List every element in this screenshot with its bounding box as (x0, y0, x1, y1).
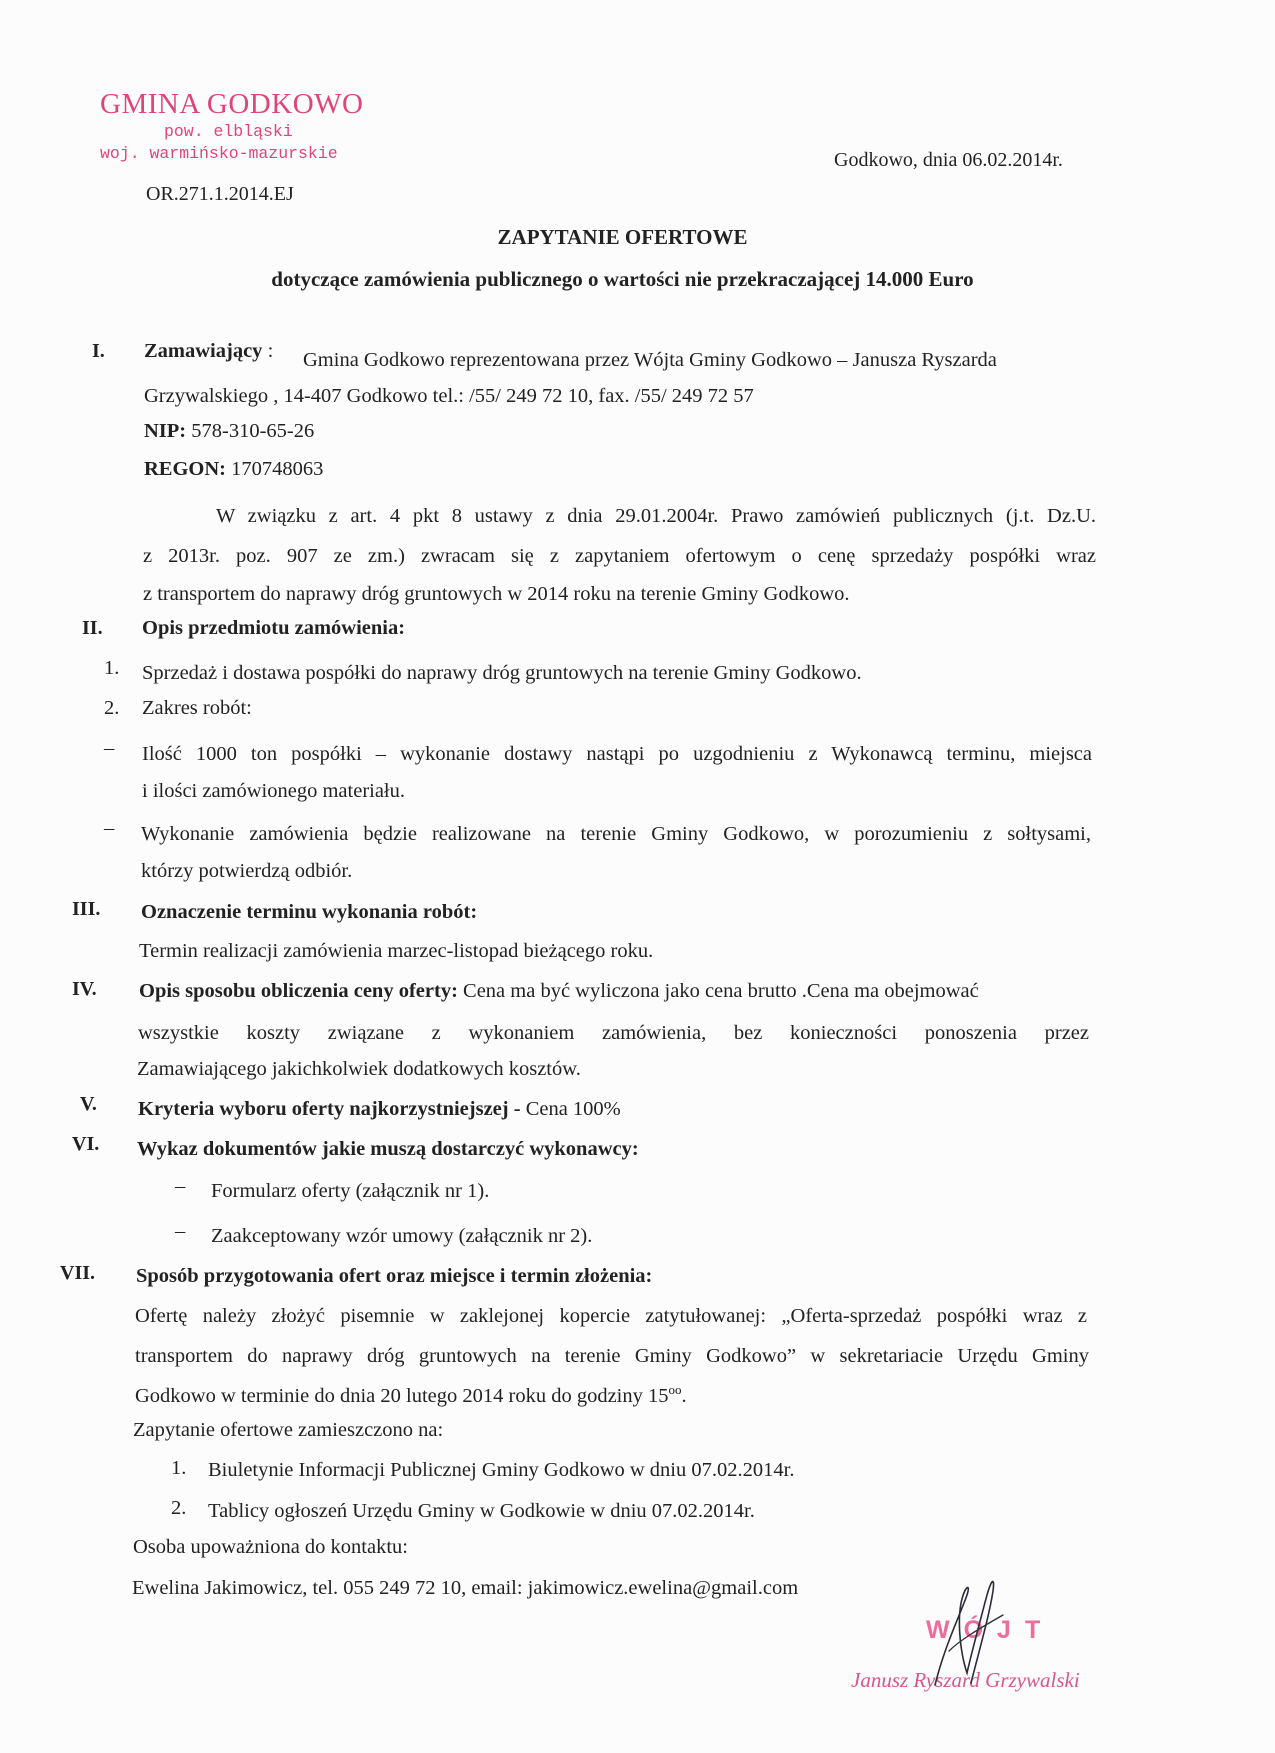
regon-line (144, 458, 323, 481)
section-1-text-1: Gmina Godkowo reprezentowana przez Wójta Gminy Godkowo – Janusza Ryszarda (303, 349, 997, 371)
deadline-superscript: oo (668, 1382, 682, 1397)
section-6-heading: Wykaz dokumentów jakie muszą dostarczyć wykonawcy: (137, 1138, 639, 1160)
office-stamp-province: woj. warmińsko-mazurskie (100, 144, 338, 163)
section-6-item-2-dash: – (175, 1220, 186, 1242)
section-2-bullet-1-line-2: i ilości zamówionego materiału. (142, 780, 406, 802)
section-4-line-1 (139, 980, 979, 1003)
section-7-paragraph-line-2: transportem do naprawy dróg gruntowych na terenie Gminy Godkowo” w sekretariacie Urzędu Gminy (135, 1345, 1089, 1367)
section-1-paragraph-line-2: z 2013r. poz. 907 ze zm.) zwracam się z zapytaniem ofertowym o cenę sprzedaży pospółki wraz (143, 545, 1096, 567)
deadline-period: . (681, 1384, 687, 1407)
section-6-item-2: Zaakceptowany wzór umowy (załącznik nr 2). (211, 1225, 593, 1247)
posted-item-1-number: 1. (171, 1457, 187, 1479)
section-6-item-1: Formularz oferty (załącznik nr 1). (211, 1180, 490, 1202)
section-4-number: IV. (72, 978, 97, 1000)
handwritten-signature (905, 1555, 1035, 1695)
section-5-number: V. (80, 1093, 97, 1115)
section-6-item-1-dash: – (175, 1175, 186, 1197)
section-5-text: Cena 100% (520, 1098, 621, 1120)
section-4-line-3: Zamawiającego jakichkolwiek dodatkowych kosztów. (137, 1058, 581, 1080)
reference-number: OR.271.1.2014.EJ (146, 183, 294, 205)
section-2-item-1: Sprzedaż i dostawa pospółki do naprawy dróg gruntowych na terenie Gminy Godkowo. (142, 662, 862, 684)
nip-label: NIP: (144, 420, 187, 442)
nip-value: 578-310-65-26 (186, 420, 315, 442)
section-2-heading: Opis przedmiotu zamówienia: (142, 617, 406, 639)
section-7-heading: Sposób przygotowania ofert oraz miejsce i termin złożenia: (136, 1265, 653, 1287)
section-2-bullet-1-dash: – (104, 737, 115, 759)
section-2-bullet-1-line-1: Ilość 1000 ton pospółki – wykonanie dostawy nastąpi po uzgodnieniu z Wykonawcą terminu, miejsca (142, 743, 1092, 765)
contact-label: Osoba upoważniona do kontaktu: (133, 1536, 408, 1558)
section-1-paragraph-line-1: W związku z art. 4 pkt 8 ustawy z dnia 29.01.2004r. Prawo zamówień publicznych (j.t. Dz.U. (216, 505, 1096, 527)
section-5-line (138, 1098, 621, 1121)
section-1-label: Zamawiający (144, 340, 263, 362)
posted-item-2-number: 2. (171, 1497, 187, 1519)
office-stamp-name: GMINA GODKOWO (100, 88, 364, 120)
deadline-text: Godkowo w terminie do dnia 20 lutego 2014 roku do godziny 15 (135, 1384, 669, 1407)
section-3-text: Termin realizacji zamówienia marzec-listopad bieżącego roku. (139, 940, 654, 962)
section-4-line-2: wszystkie koszty związane z wykonaniem zamówienia, bez konieczności ponoszenia przez (138, 1022, 1089, 1044)
section-3-heading: Oznaczenie terminu wykonania robót: (141, 901, 478, 923)
section-7-paragraph-line-1: Ofertę należy złożyć pisemnie w zaklejonej kopercie zatytułowanej: „Oferta-sprzedaż pospółki wraz z (135, 1305, 1087, 1327)
section-7-number: VII. (60, 1262, 96, 1284)
section-4-text-1: Cena ma być wyliczona jako cena brutto .Cena ma obejmować (457, 980, 979, 1002)
posted-label: Zapytanie ofertowe zamieszczono na: (133, 1419, 444, 1441)
section-2-item-2-number: 2. (104, 697, 120, 719)
section-7-paragraph-line-3 (135, 1382, 687, 1408)
section-2-item-2: Zakres robót: (142, 697, 252, 719)
document-title: ZAPYTANIE OFERTOWE (497, 225, 748, 249)
section-1-line-1 (144, 340, 273, 363)
section-5-heading: Kryteria wyboru oferty najkorzystniejszej - (138, 1098, 521, 1120)
section-1-number: I. (92, 340, 105, 362)
section-1-paragraph-line-3: z transportem do naprawy dróg gruntowych w 2014 roku na terenie Gminy Godkowo. (143, 583, 850, 605)
office-stamp-county: pow. elbląski (164, 122, 293, 141)
section-2-number: II. (82, 617, 103, 639)
section-6-number: VI. (72, 1133, 100, 1155)
place-and-date: Godkowo, dnia 06.02.2014r. (834, 149, 1063, 171)
posted-item-1: Biuletynie Informacji Publicznej Gminy Godkowo w dniu 07.02.2014r. (208, 1459, 795, 1481)
section-4-heading: Opis sposobu obliczenia ceny oferty: (139, 980, 458, 1002)
regon-label: REGON: (144, 458, 226, 480)
section-2-bullet-2-line-2: którzy potwierdzą odbiór. (141, 860, 353, 882)
posted-item-2: Tablicy ogłoszeń Urzędu Gminy w Godkowie w dniu 07.02.2014r. (208, 1500, 755, 1522)
section-3-number: III. (72, 898, 101, 920)
section-1-text-2: Grzywalskiego , 14-407 Godkowo tel.: /55/ 249 72 10, fax. /55/ 249 72 57 (144, 385, 754, 407)
signature-stamp-title: WÓJT (926, 1616, 1055, 1644)
section-2-item-1-number: 1. (104, 657, 120, 679)
document-subtitle: dotyczące zamówienia publicznego o wartości nie przekraczającej 14.000 Euro (271, 267, 974, 291)
section-2-bullet-2-dash: – (104, 817, 115, 839)
section-2-bullet-2-line-1: Wykonanie zamówienia będzie realizowane na terenie Gminy Godkowo, w porozumieniu z sołtysami, (141, 823, 1091, 845)
section-1-colon: : (262, 340, 274, 362)
regon-value: 170748063 (226, 458, 324, 480)
contact-details: Ewelina Jakimowicz, tel. 055 249 72 10, email: jakimowicz.ewelina@gmail.com (132, 1577, 799, 1599)
signature-stamp-name: Janusz Ryszard Grzywalski (851, 1668, 1080, 1692)
nip-line (144, 420, 314, 443)
